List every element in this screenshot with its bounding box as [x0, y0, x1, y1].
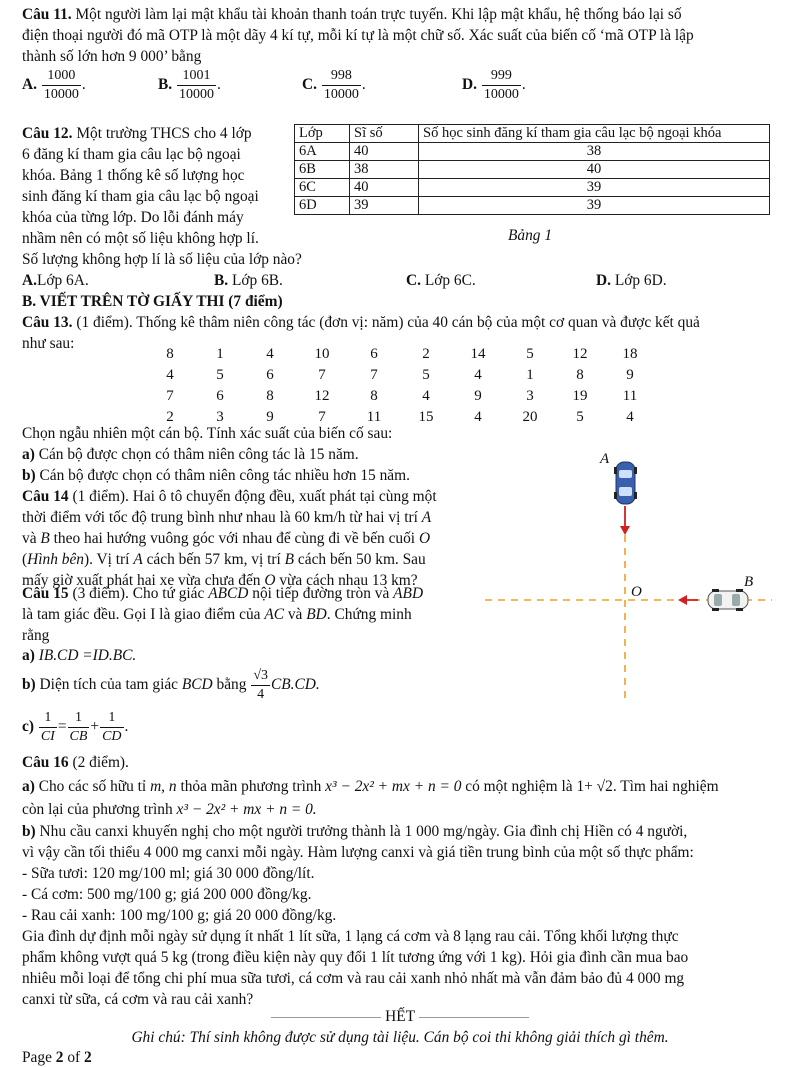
data-cell: 8 [576, 367, 584, 383]
data-cell: 15 [418, 409, 434, 425]
label-a: A [600, 451, 610, 467]
data-cell: 7 [318, 409, 326, 425]
q12-option-d: D. Lớp 6D. [596, 272, 667, 289]
q14-figure [480, 440, 780, 730]
data-cell: 4 [474, 367, 482, 383]
fraction: $\frac{1}{CB}$ [69, 710, 88, 744]
q16-a-line2: còn lại của phương trình x³ − 2x² + mx + n = 0. [22, 801, 317, 818]
q16-p4: canxi từ sữa, cá cơm và rau cải xanh? [22, 991, 254, 1008]
data-cell: 5 [526, 346, 534, 362]
q11-line3: thành số lớn hơn 9 000’ bằng [22, 48, 202, 65]
data-cell: 18 [622, 346, 638, 362]
page-footer: Page 2 of 2 [22, 1049, 92, 1066]
q12-line2: 6 đăng kí tham gia câu lạc bộ ngoại [22, 146, 241, 163]
divider [419, 1017, 529, 1018]
q13-a: a) Cán bộ được chọn có thâm niên công tác là 15 năm. [22, 446, 359, 463]
data-cell: 7 [370, 367, 378, 383]
data-cell: 8 [370, 388, 378, 404]
q15-line3: rằng [22, 627, 50, 644]
q16-p2: phẩm không vượt quá 5 kg (trong điều kiện này quy đổi 1 lít tương ứng với 1 kg). Hỏi gia đình cần mua bao [22, 949, 689, 966]
data-cell: 12 [314, 388, 330, 404]
q13-line1: Câu 13. (1 điểm). Thống kê thâm niên công tác (đơn vị: năm) của 40 cán bộ của một cơ quan và được kết quả [22, 314, 700, 331]
q12-line6: nhầm nên có một số liệu không hợp lí. [22, 230, 259, 247]
q14-line2: thời điểm với tốc độ trung bình như nhau là 60 km/h từ hai vị trí A [22, 509, 432, 526]
fraction: $\frac{1}{CD}$ [102, 710, 122, 744]
q13-prompt: Chọn ngẫu nhiên một cán bộ. Tính xác suất của biến cố sau: [22, 425, 393, 442]
q16-head-line: Câu 16 (2 điểm). [22, 754, 129, 771]
arrow-down-icon [620, 526, 630, 535]
fraction: $\frac{999}{10000}$ [483, 68, 519, 102]
data-cell: 14 [470, 346, 486, 362]
data-cell: 8 [266, 388, 274, 404]
q11-option-a: A. $\frac{1000}{10000}$ . [22, 68, 86, 102]
car-b-icon [708, 589, 748, 611]
q16-b-line1: b) Nhu cầu canxi khuyến nghị cho một người trưởng thành là 1 000 mg/ngày. Gia đình chị Hiền có 4 người, [22, 823, 688, 840]
car-a-icon [614, 462, 637, 504]
fraction: $\frac{1000}{10000}$ [43, 68, 79, 102]
data-cell: 8 [166, 346, 174, 362]
data-cell: 6 [370, 346, 378, 362]
q15-b: b) Diện tích của tam giác BCD bằng $\frac{√3}{4}$ CB.CD. [22, 668, 320, 702]
table-row: 6A 40 38 [295, 143, 770, 161]
q12-option-a: A.Lớp 6A. [22, 272, 89, 289]
data-cell: 4 [266, 346, 274, 362]
q11-option-d: D. $\frac{999}{10000}$ . [462, 68, 526, 102]
q11-option-c: C. $\frac{998}{10000}$ . [302, 68, 366, 102]
q13-head: Câu 13. [22, 314, 73, 331]
data-cell: 2 [166, 409, 174, 425]
q12-line5: khóa của từng lớp. Do lỗi đánh máy [22, 209, 244, 226]
data-cell: 1 [216, 346, 224, 362]
section-b-title: B. VIẾT TRÊN TỜ GIẤY THI (7 điểm) [22, 293, 283, 310]
q13-b: b) Cán bộ được chọn có thâm niên công tác nhiều hơn 15 năm. [22, 467, 410, 484]
q15-a: a) IB.CD =ID.BC. [22, 647, 137, 664]
q12-line3: khóa. Bảng 1 thống kê số lượng học [22, 167, 245, 184]
q15-line1: Câu 15 (3 điểm). Cho tứ giác ABCD nội tiếp đường tròn và ABD [22, 585, 424, 602]
fraction: $\frac{998}{10000}$ [323, 68, 359, 102]
divider [271, 1017, 381, 1018]
q15-c: c) $\frac{1}{CI}$ = $\frac{1}{CB}$ + $\frac{1}{CD}$ . [22, 710, 129, 744]
q12-option-b: B. Lớp 6B. [214, 272, 283, 289]
q14-line5: mấy giờ xuất phát hai xe vừa chưa đến O vừa cách nhau 13 km? [22, 572, 418, 589]
data-cell: 4 [166, 367, 174, 383]
data-cell: 7 [318, 367, 326, 383]
data-cell: 4 [626, 409, 634, 425]
q16-b-line2: vì vậy cần tối thiểu 4 000 mg canxi mỗi ngày. Hàm lượng canxi và giá tiền trung bình của một số thực phẩm: [22, 844, 694, 861]
end-marker: HẾT [230, 1007, 570, 1026]
q14-line3: và B theo hai hướng vuông góc với nhau để cùng đi về bến cuối O [22, 530, 431, 547]
list-item: - Rau cải xanh: 100 mg/100 g; giá 20 000 đồng/kg. [22, 907, 337, 924]
q14-line1: Câu 14 (1 điểm). Hai ô tô chuyển động đều, xuất phát tại cùng một [22, 488, 437, 505]
q12-line1: Câu 12. Một trường THCS cho 4 lớp [22, 125, 252, 142]
data-cell: 9 [626, 367, 634, 383]
data-cell: 11 [622, 388, 638, 404]
fraction: $\frac{1}{CI}$ [40, 710, 55, 744]
data-cell: 4 [422, 388, 430, 404]
q16-a-line1: a) Cho các số hữu tỉ m, n thỏa mãn phương trình x³ − 2x² + mx + n = 0 có một nghiệm là 1+ √2. Tìm hai nghiệm [22, 778, 719, 795]
q15-line2: là tam giác đều. Gọi I là giao điểm của AC và BD. Chứng minh [22, 606, 412, 623]
table-row: 6B 38 40 [295, 161, 770, 179]
q12-head: Câu 12. [22, 125, 73, 142]
data-cell: 7 [166, 388, 174, 404]
arrow-left-icon [678, 595, 687, 605]
q14-line4: (Hình bên). Vị trí A cách bến 57 km, vị trí B cách bến 50 km. Sau [22, 551, 426, 568]
data-cell: 1 [526, 367, 534, 383]
data-cell: 5 [576, 409, 584, 425]
data-cell: 3 [526, 388, 534, 404]
q11-line1: Câu 11. Một người làm lại mật khẩu tài khoản thanh toán trực tuyến. Khi lập mật khẩu, hệ thống báo lại số [22, 6, 682, 23]
data-cell: 2 [422, 346, 430, 362]
fraction: $\frac{√3}{4}$ [253, 668, 268, 702]
q12-table [294, 124, 770, 215]
q11-option-b: B. $\frac{1001}{10000}$ . [158, 68, 221, 102]
data-cell: 11 [366, 409, 382, 425]
q16-head: Câu 16 [22, 754, 69, 771]
q16-p1: Gia đình dự định mỗi ngày sử dụng ít nhất 1 lít sữa, 1 lạng cá cơm và 8 lạng rau cải. Tổng khối lượng thực [22, 928, 679, 945]
data-cell: 4 [474, 409, 482, 425]
table-row: 6D 39 39 [295, 197, 770, 215]
data-cell: 5 [216, 367, 224, 383]
note: Ghi chú: Thí sinh không được sử dụng tài liệu. Cán bộ coi thi không giải thích gì thêm. [131, 1029, 669, 1046]
label-b: B [744, 574, 754, 590]
data-cell: 6 [216, 388, 224, 404]
fraction: $\frac{1001}{10000}$ [178, 68, 214, 102]
data-cell: 12 [572, 346, 588, 362]
q16-p3: nhiêu mỗi loại để tổng chi phí mua sữa tươi, cá cơm và rau cải xanh nhỏ nhất mà vẫn đảm bảo đủ 4 000 mg [22, 970, 685, 987]
data-cell: 20 [522, 409, 538, 425]
q15-head: Câu 15 [22, 585, 69, 602]
q13-line2: như sau: [22, 335, 75, 352]
list-item: - Cá cơm: 500 mg/100 g; giá 200 000 đồng/kg. [22, 886, 312, 903]
label-o: O [631, 584, 642, 600]
data-cell: 19 [572, 388, 588, 404]
data-cell: 5 [422, 367, 430, 383]
table-row: 6C 40 39 [295, 179, 770, 197]
list-item: - Sữa tươi: 120 mg/100 ml; giá 30 000 đồng/lít. [22, 865, 315, 882]
data-cell: 3 [216, 409, 224, 425]
q11-head: Câu 11. [22, 6, 72, 23]
q11-line2: điện thoại người đó mã OTP là một dãy 4 kí tự, mỗi kí tự là một chữ số. Xác suất của biến cố ‘mã OTP là lập [22, 27, 694, 44]
q14-head: Câu 14 [22, 488, 69, 505]
data-cell: 9 [266, 409, 274, 425]
table-header-row: Lớp Sĩ số Số học sinh đăng kí tham gia câu lạc bộ ngoại khóa [295, 125, 770, 143]
data-cell: 6 [266, 367, 274, 383]
data-cell: 9 [474, 388, 482, 404]
data-cell: 10 [314, 346, 330, 362]
q12-question: Số lượng không hợp lí là số liệu của lớp nào? [22, 251, 302, 268]
q12-line4: sinh đăng kí tham gia câu lạc bộ ngoại [22, 188, 259, 205]
q12-option-c: C. Lớp 6C. [406, 272, 476, 289]
q12-caption: Bảng 1 [508, 227, 553, 244]
